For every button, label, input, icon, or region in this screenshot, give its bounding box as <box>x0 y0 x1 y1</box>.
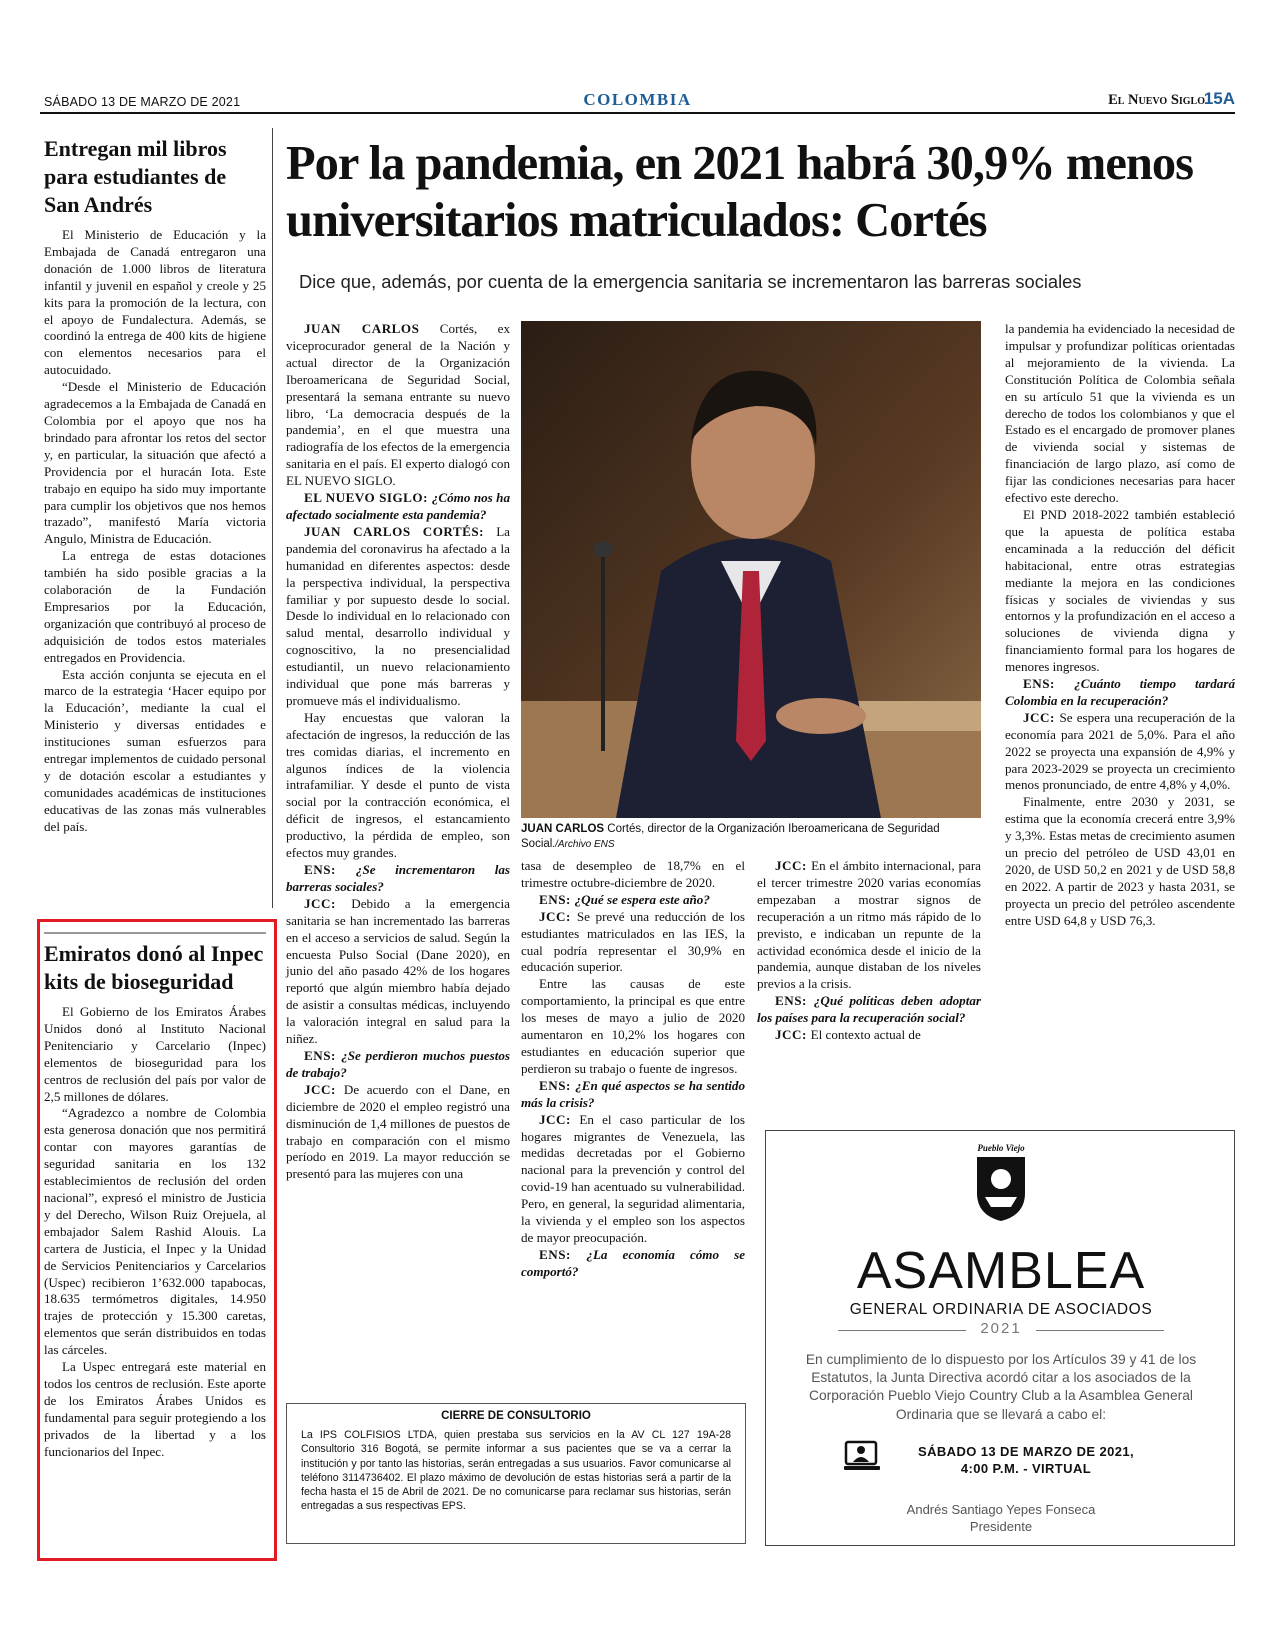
question: ¿Cómo nos ha afectado socialmente esta pandemia? <box>286 490 510 522</box>
main-column-4 <box>1005 321 1235 930</box>
question: ¿Qué políticas deben adoptar los países para la recuperación social? <box>757 993 982 1026</box>
notice-box <box>286 1403 746 1544</box>
answer: La pandemia del coronavirus ha afectado a la humanidad en diferentes aspectos: desde la perspectiva individual, la perspectiva familiar y por supuesto desde lo social. Desde lo individual en lo relacionado con salud mental, desarrollo individual y cognoscitivo, la no presencialidad estudiantil, un nuevo relacionamiento individual que pone más barreras y promueve más el individualismo. <box>286 523 510 708</box>
interviewee-label: JCC: <box>304 895 352 911</box>
signer-name: Andrés Santiago Yepes Fonseca <box>906 1502 1096 1517</box>
caption-name: JUAN CARLOS <box>521 823 605 835</box>
ad-signature <box>766 1501 1236 1535</box>
answer: la pandemia ha evidenciado la necesidad de impulsar y profundizar políticas orientadas al mejoramiento de la vivienda. La Constitución Política de Colombia señala en su artículo 51 que la vivienda es un derecho de todos los colombianos y que el Estado es el encargado de promover planes de vivienda social y sistemas de financiación de largo plazo, así como de fijar las condiciones necesarias para hacer efectivo este derecho. <box>1005 321 1235 506</box>
interviewer-label: ENS: <box>1023 676 1075 692</box>
video-call-icon <box>844 1440 880 1472</box>
side-article-emirates-title: Emiratos donó al Inpec kits de bioseguridad <box>44 941 264 994</box>
header-rule <box>40 112 1235 114</box>
page-number: 15A <box>1203 89 1235 108</box>
answer: Hay encuestas que valoran la afectación de ingresos, la reducción de las tres comidas diarias, el incremento en algunos índices de la violencia intrafamiliar. Y desde el punto de vista social por la contracción económica, el déficit de ingresos, el estancamiento productivo, la pérdida de empleo, son efectos muy grandes. <box>286 709 510 861</box>
question: ¿La economía cómo se comportó? <box>521 1246 746 1279</box>
interviewer-label: ENS: <box>539 1077 576 1093</box>
paragraph: “Desde el Ministerio de Educación agradecemos a la Embajada de Canadá en Colombia por el apoyo que nos ha brindado para afrontar los retos del sector y, en particular, la situación que afectó a Providencia por el huracán Iota. Este trabajo en equipo ha sido muy importante para cumplir los objetivos que nos hemos trazado”, manifestó María victoria Angulo, Ministra de Educación. <box>44 379 266 547</box>
main-column-2 <box>521 858 745 1281</box>
photo-caption <box>521 822 981 852</box>
club-crest-icon <box>971 1153 1031 1223</box>
interviewer-label: ENS: <box>539 891 575 907</box>
answer: Debido a la emergencia sanitaria se han incrementado las barreras en el acceso a servicios de salud. Según la encuesta Pulso Social (Dane 2020), en junio del año pasado 42% de los hogares reportó que algún miembro había dejado de asistir a consultas médicas, incluyendo la valoración integral en salud para la niñez. <box>286 895 510 1047</box>
paragraph: El Ministerio de Educación y la Embajada de Canadá entregaron una donación de 1.000 libros de literatura infantil y juvenil en español y creole y 25 kits para la promoción de la lectura, con el apoyo de Fundalectura. Además, se coordinó la entrega de 400 kits de higiene con elementos necesarios para el autocuidado. <box>44 227 266 378</box>
side-article-books-title: Entregan mil libros para estudiantes de San Andrés <box>44 136 227 217</box>
ad-date-line2: 4:00 P.M. - VIRTUAL <box>960 1460 1092 1476</box>
portrait-photo <box>521 321 981 818</box>
interviewer-label: ENS: <box>539 1246 587 1262</box>
main-column-1 <box>286 321 510 1183</box>
club-logo-text: Pueblo Viejo <box>977 1143 1025 1153</box>
interviewee-label: JCC: <box>539 1111 580 1127</box>
notice-title: CIERRE DE CONSULTORIO <box>441 1410 591 1422</box>
interviewee-label: JCC: <box>539 908 577 924</box>
paragraph: Esta acción conjunta se ejecuta en el marco de la estrategia ‘Hacer equipo por la Educación’, mediante la cual el Ministerio y diversas entidades e instituciones suman esfuerzos para entregar implementos de cuidado personal y de dotación escolar a estudiantes y comunidades académicas de instituciones educativas de las zonas más vulnerables del país. <box>44 666 266 834</box>
lead-text: Cortés, ex viceprocurador general de la Nación y actual director de la Organización Iberoamericana de Seguridad Social, presentará la semana entrante su nuevo libro, ‘La democracia después de la pandemia’, en el que muestra una radiografía de los efectos de la emergencia sanitaria en el país. El experto dialogó con EL NUEVO SIGLO. <box>286 321 510 489</box>
signer-role: Presidente <box>969 1519 1033 1534</box>
interviewee-label: JUAN CARLOS CORTÉS: <box>304 523 497 539</box>
answer: tasa de desempleo de 18,7% en el trimestre octubre-diciembre de 2020. <box>521 858 745 890</box>
interviewee-label: JCC: <box>775 858 812 873</box>
section-name: COLOMBIA <box>583 90 692 109</box>
ad-date <box>896 1444 1156 1477</box>
answer: Se prevé una reducción de los estudiantes matriculados en las IES, la cual podría representar el 30,9% en educación superior. <box>521 908 746 975</box>
main-headline: Por la pandemia, en 2021 habrá 30,9% menos universitarios matriculados: Cortés <box>286 137 1193 247</box>
answer: Se espera una recuperación de la economía para 2021 de 5,0%. Para el año 2022 se proyecta una expansión de 4,9% y para 2023-2029 se proyecta un crecimiento menos pronunciado, de entre 4,8% y 4,0%. <box>1005 709 1236 793</box>
newspaper-name: El Nuevo Siglo <box>1108 92 1205 108</box>
question: ¿Cuánto tiempo tardará Colombia en la recuperación? <box>1005 676 1235 708</box>
question: ¿En qué aspectos se ha sentido más la crisis? <box>521 1077 745 1110</box>
question: ¿Se incrementaron las barreras sociales? <box>286 862 510 894</box>
interviewer-label: ENS: <box>304 862 356 877</box>
question: ¿Se perdieron muchos puestos de trabajo? <box>286 1047 510 1080</box>
interviewer-label: ENS: <box>304 1047 342 1063</box>
lead-name: JUAN CARLOS <box>304 321 420 336</box>
main-subheadline: Dice que, además, por cuenta de la emergencia sanitaria se incrementaron las barreras sociales <box>299 271 1082 292</box>
question: ¿Qué se espera este año? <box>574 891 710 907</box>
article-separator <box>44 932 266 934</box>
answer: En el ámbito internacional, para el tercer trimestre 2020 varias economías empezaban a mostrar signos de recuperación a un ritmo más rápido de lo previsto, e indicaban un repunte de la actividad económica desde el inicio de la pandemia, aunque distaban de los niveles previos a la crisis. <box>757 858 981 992</box>
answer: El PND 2018-2022 también estableció que la apuesta de política estaba encaminada a la reducción del déficit habitacional, entre otras estrategias mediante la mejora en las condiciones físicas y sociales de viviendas y sus entornos y la profundización en el acceso a soluciones de vivienda digna y financiamiento formal para los hogares de menores ingresos. <box>1005 506 1235 675</box>
ad-subtitle: GENERAL ORDINARIA DE ASOCIADOS <box>849 1301 1153 1318</box>
side-article-emirates-body <box>44 1004 266 1460</box>
interviewee-label: JCC: <box>1023 709 1060 725</box>
column-divider <box>272 128 273 908</box>
answer: Entre las causas de este comportamiento, la principal es que entre los meses de mayo a julio de 2020 aumentaron en 10,2% los hogares con estudiantes en educación superior que perdieron su trabajo o fuente de ingresos. <box>521 976 745 1076</box>
answer: El contexto actual de <box>810 1027 921 1043</box>
caption-credit: ./Archivo ENS <box>552 839 615 850</box>
interviewer-label: ENS: <box>775 993 814 1009</box>
answer: En el caso particular de los hogares migrantes de Venezuela, las medidas decretadas por el Gobierno nacional para la prevención y control del covid-19 han acentuado su vulnerabilidad. Pero, en general, la seguridad alimentaria, la vivienda y el empleo son los aspectos de mayor preocupación. <box>521 1111 745 1245</box>
interviewee-label: JCC: <box>304 1081 344 1097</box>
main-column-3 <box>757 858 981 1044</box>
side-article-books-body <box>44 227 266 836</box>
notice-text: La IPS COLFISIOS LTDA, quien prestaba sus servicios en la AV CL 127 19A-28 Consultorio 316 Bogotá, se permite informar a sus pacientes que se va a cerrar la institución y por tanto las historias, serán entregadas a sus usuarios. Favor comunicarse al teléfono 3114736402. El plazo máximo de devolución de estas historias será a partir de la fecha hasta el 15 de Abril de 2021. De no comunicarse para reclamar sus historias, serán entregadas a sus respectivas EPS. <box>301 1429 731 1513</box>
edition-date: SÁBADO 13 DE MARZO DE 2021 <box>44 95 241 109</box>
assembly-ad <box>765 1130 1235 1546</box>
interviewer-label: EL NUEVO SIGLO: <box>304 490 432 506</box>
ad-year: 2021 <box>980 1320 1022 1337</box>
ad-date-line1: SÁBADO 13 DE MARZO DE 2021, <box>918 1444 1134 1459</box>
paragraph: La entrega de estas dotaciones también ha sido posible gracias a la colaboración de la Fundación Empresarios por la Educación, organización que contribuyó al proceso de adquisición de todos estos materiales entregados en Providencia. <box>44 548 266 665</box>
answer: Finalmente, entre 2030 y 2031, se estima que la economía crecerá entre 3,9% y 3,3%. Estas metas de crecimiento asumen un precio del petróleo de USD 43,01 en 2020, de USD 50,2 en 2021 y de USD 58,8 en 2022. A partir de 2023 y hasta 2031, se proyecta un precio del petróleo ascendente entre USD 64,8 y USD 76,3. <box>1005 794 1235 928</box>
paragraph: “Agradezco a nombre de Colombia esta generosa donación que nos permitirá contar con mayores garantías de seguridad sanitaria en los 132 establecimientos de reclusión del orden nacional”, expresó el ministro de Justicia y del Derecho, Wilson Ruiz Orejuela, al embajador Salem Rashid Alouis. La cartera de Justicia, el Inpec y la Unidad de Servicios Penitenciarios y Carcelarios (Uspec) recibieron 1’632.000 tapabocas, 18.635 termómetros digitales, 14.950 trajes de protección y 15.300 caretas, elementos que serán distribuidos en todas las cárceles. <box>44 1105 266 1358</box>
portrait-illustration <box>521 321 981 818</box>
answer: De acuerdo con el Dane, en diciembre de 2020 el empleo registró una disminución de 1,4 millones de puestos de trabajo en comparación con el mismo período en 2019. La mayor reducción se presentó para las mujeres con una <box>286 1081 511 1182</box>
paragraph: El Gobierno de los Emiratos Árabes Unidos donó al Instituto Nacional Penitenciario y Carcelario (Inpec) elementos de bioseguridad para los centros de reclusión del país por valor de 2,5 millones de dólares. <box>44 1004 266 1104</box>
side-article-books <box>44 135 266 836</box>
caption-text: Cortés, director de la Organización Iberoamericana de Seguridad Social <box>521 823 940 850</box>
ad-title: ASAMBLEA <box>856 1242 1146 1300</box>
interviewee-label: JCC: <box>775 1027 811 1043</box>
ad-body: En cumplimiento de lo dispuesto por los Artículos 39 y 41 de los Estatutos, la Junta Directiva acordó citar a los asociados de la Corporación Pueblo Viejo Country Club a la Asamblea General Ordinaria que se llevará a cabo el: <box>805 1352 1197 1422</box>
paragraph: La Uspec entregará este material en todos los centros de reclusión. Este aporte de los Emiratos Árabes Unidos es fundamental para seguir protegiendo a los privados de la libertad y a los funcionarios del Inpec. <box>44 1359 266 1459</box>
year-rule-right <box>1036 1330 1164 1331</box>
club-logo <box>971 1143 1031 1225</box>
side-article-emirates <box>44 940 266 1460</box>
